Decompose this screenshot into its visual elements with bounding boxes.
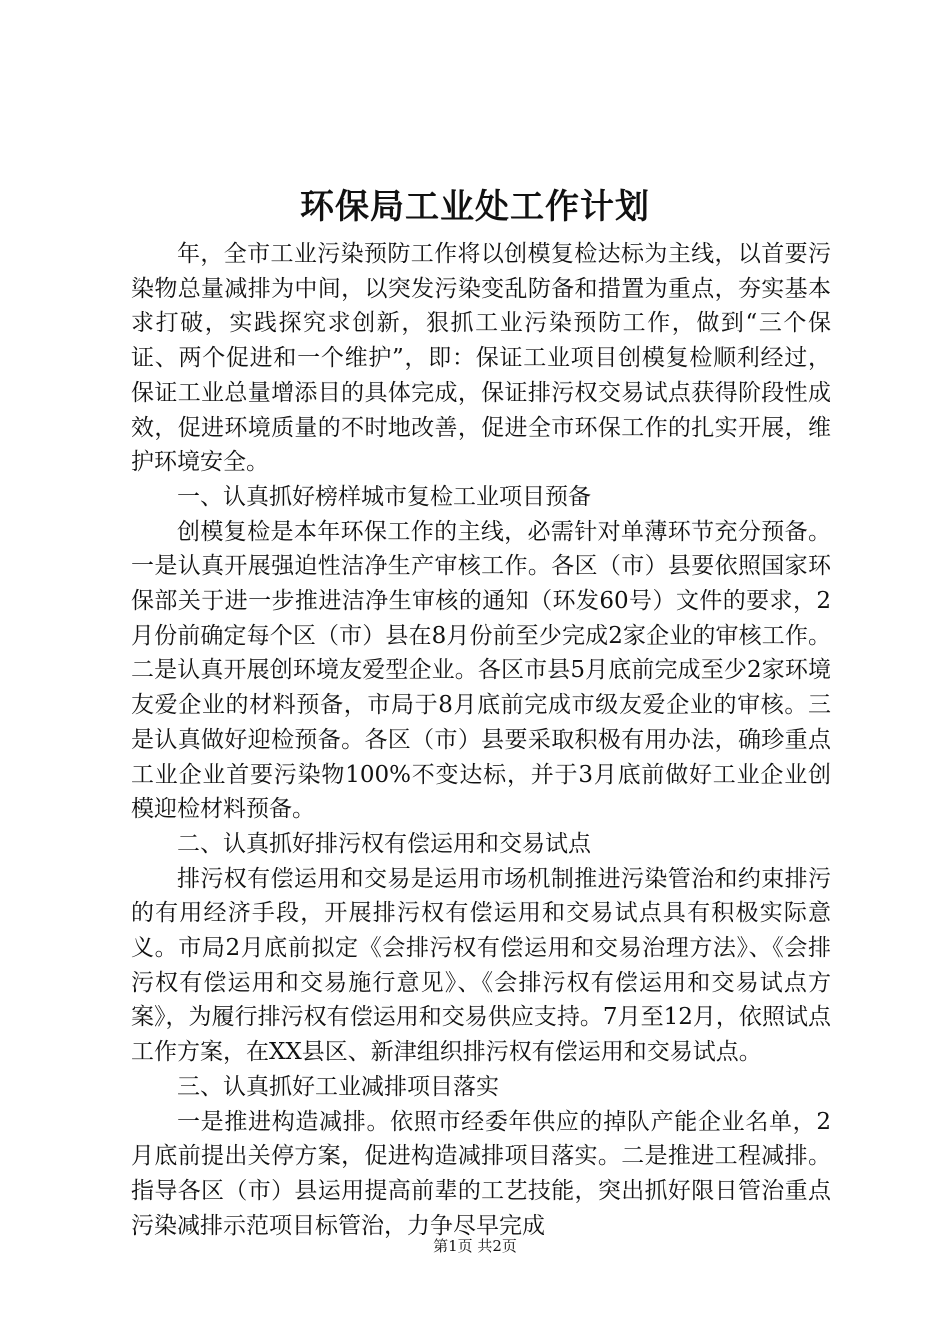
paragraph-section-3: 一是推进构造减排。依照市经委年供应的掉队产能企业名单，2月底前提出关停方案，促进构造减排项目落实。二是推进工程减排。指导各区（市）县运用提高前辈的工艺技能，突出抓好限日管治重点污染减排示范项目标管治，力争尽早完成 xyxy=(131,1108,831,1239)
section-heading-2: 二、认真抓好排污权有偿运用和交易试点 xyxy=(177,830,591,857)
page-footer: 第1页 共2页 xyxy=(433,1237,517,1255)
section-heading-3: 三、认真抓好工业减排项目落实 xyxy=(177,1073,499,1100)
section-heading-1: 一、认真抓好榜样城市复检工业项目预备 xyxy=(177,483,591,510)
paragraph-section-2: 排污权有偿运用和交易是运用市场机制推进污染管治和约束排污的有用经济手段，开展排污权有偿运用和交易试点具有积极实际意义。市局2月底前拟定《会排污权有偿运用和交易治理方法》、《会排污权有偿运用和交易施行意见》、《会排污权有偿运用和交易试点方案》，为履行排污权有偿运用和交易供应支持。7月至12月，依照试点工作方案，在XX县区、新津组织排污权有偿运用和交易试点。 xyxy=(131,865,831,1066)
document-title: 环保局工业处工作计划 xyxy=(300,187,650,227)
paragraph-section-1: 创模复检是本年环保工作的主线，必需针对单薄环节充分预备。一是认真开展强迫性洁净生产审核工作。各区（市）县要依照国家环保部关于进一步推进洁净生审核的通知（环发60号）文件的要求，2月份前确定每个区（市）县在8月份前至少完成2家企业的审核工作。二是认真开展创环境友爱型企业。各区市县5月底前完成至少2家环境友爱企业的材料预备，市局于8月底前完成市级友爱企业的审核。三是认真做好迎检预备。各区（市）县要采取积极有用办法，确珍重点工业企业首要污染物100%不变达标，并于3月底前做好工业企业创模迎检材料预备。 xyxy=(131,518,831,823)
paragraph-intro: 年，全市工业污染预防工作将以创模复检达标为主线，以首要污染物总量减排为中间，以突发污染变乱防备和措置为重点，夯实基本求打破，实践探究求创新，狠抓工业污染预防工作，做到“三个保证、两个促进和一个维护”，即：保证工业项目创模复检顺利经过，保证工业总量增添目的具体完成，保证排污权交易试点获得阶段性成效，促进环境质量的不时地改善，促进全市环保工作的扎实开展，维护环境安全。 xyxy=(131,241,831,476)
document-body xyxy=(131,237,831,1243)
